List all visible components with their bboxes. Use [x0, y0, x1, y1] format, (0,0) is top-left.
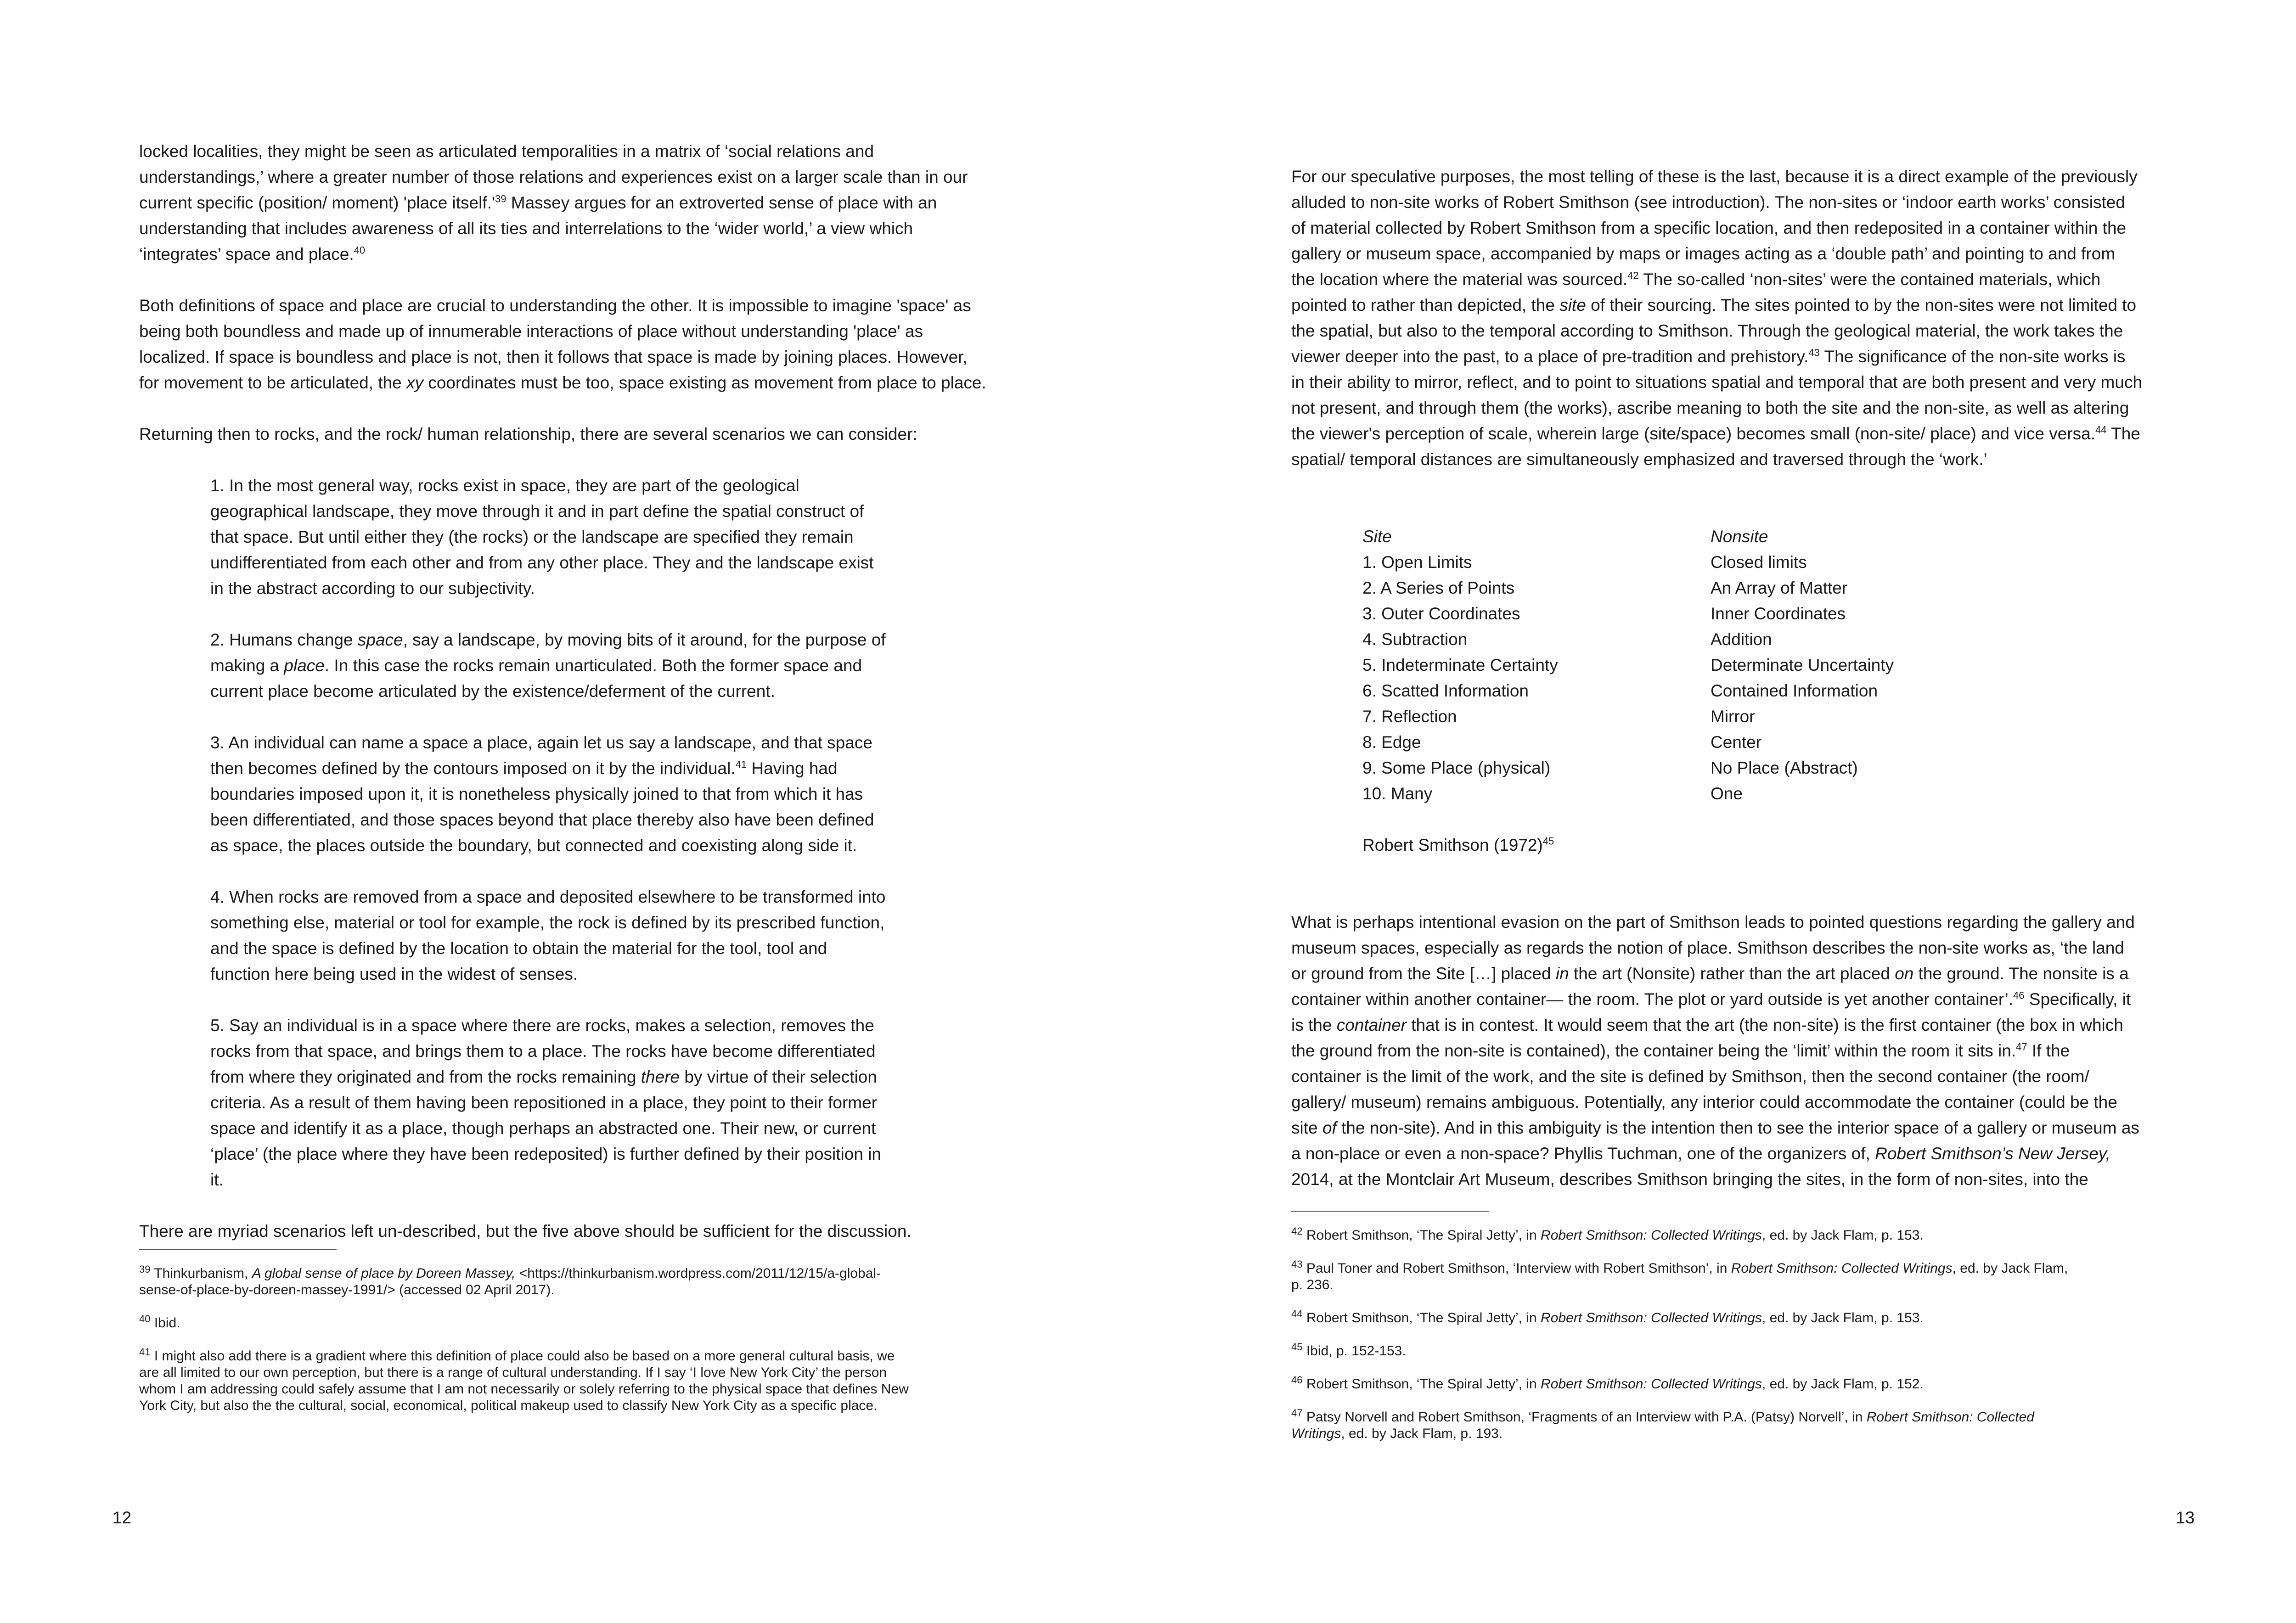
table-row: 7. Reflection Mirror — [1362, 707, 1755, 726]
right-body — [1291, 164, 2173, 1442]
footnote-ref: 41 — [735, 758, 747, 770]
footnote-ref: 43 — [1808, 347, 1820, 359]
page-number: 13 — [2176, 1508, 2195, 1527]
table-row: 4. Subtraction Addition — [1362, 630, 1772, 649]
footnote-ref: 40 — [354, 244, 366, 256]
scenarios-list — [210, 473, 913, 1193]
table-row: 5. Indeterminate Certainty Determinate Uncertainty — [1362, 656, 1894, 674]
footnote-39: $^{39}$ Thinkurbanism, A global sense of place by Doreen Massey, <https://thinkurbanism.wordpress.com/2011/12/15/a-global- — [139, 1264, 881, 1281]
table-attribution: Robert Smithson $(1972)^{45}$ — [1362, 835, 1554, 854]
footnote-44: $^{44}$ Robert Smithson, ‘The Spiral Jetty’, in Robert Smithson: Collected Writings, ed. by Jack Flam, p. 153. — [1291, 1308, 1924, 1325]
scenario-3: 3. An individual can name a space a place, again let us say a landscape, and that space then becomes defined by the contours imposed on it by the individual.$^{41}$ Having had boundaries imposed upon it, it is nonetheless physically joined to that from which it has been differentiated, and those spaces beyond that place thereby also have been defined as space, the places outside the boundary, but connected and coexisting along side it. — [210, 733, 874, 855]
table-row: 2. A Series of Points An Array of Matter — [1362, 578, 1848, 597]
right-page — [1148, 0, 2296, 1623]
text-line: localized. If space is boundless and place is not, then it follows that space is made by joining places. However, — [139, 348, 968, 366]
scenario-2: 2. Humans change space, say a landscape, by moving bits of it around, for the purpose of making a place. In this case the rocks remain unarticulated. Both the former space and current place become articulated by the existence/deferment of the current. — [210, 630, 886, 701]
table-header — [1362, 524, 2173, 550]
table-row: 8. Edge Center — [1362, 733, 1762, 752]
table-row: 1. Open Limits Closed limits — [1362, 553, 1807, 572]
page-number: 12 — [113, 1508, 132, 1527]
column-header-site: Site — [1362, 527, 1392, 546]
scenario-5: 5. Say an individual is in a space where there are rocks, makes a selection, removes the rocks from that space, and brings them to a place. The rocks have become differentiated from where they originated and from the rocks remaining there by virtue of their selection criteria. As a result of them having been repositioned in a place, they point to their former space and identify it as a place, though perhaps an abstracted one. Their new, or current ‘place’ (the place where they have been redeposited) is further defined by their position in it. — [210, 1016, 882, 1189]
footnote-46: $^{46}$ Robert Smithson, ‘The Spiral Jetty’, in Robert Smithson: Collected Writings, ed. by Jack Flam, p. 152. — [1291, 1374, 1924, 1392]
definitions-paragraph — [139, 293, 1035, 396]
text-line: being both boundless and made up of innumerable interactions of place without understanding 'place' as — [139, 322, 923, 341]
site-nonsite-table — [1362, 524, 2173, 858]
text-line: locked localities, they might be seen as articulated temporalities in a matrix of ‘social relations and — [139, 142, 874, 161]
footnote-41: $^{41}$ I might also add there is a gradient where this definition of place could also be based on a more general cultural basis, we — [139, 1346, 895, 1364]
footnote-40: $^{40}$ Ibid. — [139, 1313, 180, 1331]
table-row: 3. Outer Coordinates Inner Coordinates — [1362, 604, 1846, 623]
text-line: current specific (position/ moment) 'place $itself.'^{39}$ Massey argues for an extroverted sense of place with an — [139, 193, 937, 212]
scenario-4: 4. When rocks are removed from a space and deposited elsewhere to be transformed into something else, material or tool for example, the rock is defined by its prescribed function, and the space is defined by the location to obtain the material for the tool, tool and function here being used in the widest of senses. — [210, 887, 886, 983]
scenario-1: 1. In the most general way, rocks exist in space, they are part of the geological geographical landscape, they move through it and in part define the spatial construct of that space. But until either they (the rocks) or the landscape are specified they remain undifferentiated from each other and from any other place. They and the landscape exist in the abstract according to our subjectivity. — [210, 476, 874, 598]
paragraph-nonsite: For our speculative purposes, the most telling of these is the last, because it is a direct example of the previously alluded to non-site works of Robert Smithson (see introduction). The non-sites or ‘indoor earth works’ consisted of material collected by Robert Smithson from a specific location, and then redeposited in a container within the gallery or museum space, accompanied by maps or images acting as a ‘double path’ and pointing to and from the location where the material was sourced.$^{42}$ The so-called ‘non-sites’ were the contained materials, which pointed to rather than depicted, the site of their sourcing. The sites pointed to by the non-sites were not limited to the spatial, but also to the temporal according to Smithson. Through the geological material, the work takes the viewer deeper into the past, to a place of pre-tradition and prehistory.$^{43}$ The significance of the non-site works is in their ability to mirror, reflect, and to point to situations spatial and temporal that are both present and very much not present, and through them (the works), ascribe meaning to both the site and the non-site, as well as altering the viewer's perception of scale, wherein large (site/space) becomes small (non-site/ place) and vice versa.$^{44}$ The spatial/ temporal distances are simultaneously emphasized and traversed through the ‘work.’ — [1291, 167, 2143, 469]
text-line: Both definitions of space and place are crucial to understanding the other. It is impossible to imagine 'space' as — [139, 296, 971, 315]
footnote-divider — [139, 1249, 337, 1250]
closing-line: There are myriad scenarios left un-described, but the five above should be sufficient for the discussion. — [139, 1222, 912, 1241]
table-row: 9. Some Place (physical) No Place (Abstract) — [1362, 758, 1858, 777]
footnote-ref: 44 — [2095, 424, 2107, 436]
column-header-nonsite: Nonsite — [1711, 527, 1768, 546]
left-body — [139, 139, 1035, 1414]
paragraph-gallery: What is perhaps intentional evasion on the part of Smithson leads to pointed questions regarding the gallery and museum spaces, especially as regards the notion of place. Smithson describes the non-site works as, ‘the land or ground from the Site […] placed in the art (Nonsite) rather than the art placed on the ground. The nonsite is a container within another container— the room. The plot or yard outside is yet another container’.$^{46}$ Specifically, it is the container that is in contest. It would seem that the art (the non-site) is the first container (the box in which the ground from the non-site is contained), the container being the ‘limit’ within the room it sits in.$^{47}$ If the container is the limit of the work, and the site is defined by Smithson, then the second container (the room/ gallery/ museum) remains ambiguous. Potentially, any interior could accommodate the container (could be the site of the non-site). And in this ambiguity is the intention then to see the interior space of a gallery or museum as a non-place or even a non-space? Phyllis Tuchman, one of the organizers of, Robert Smithson’s New Jersey, 2014, at the Montclair Art Museum, describes Smithson bringing the sites, in the form of non-sites, into the — [1291, 913, 2139, 1189]
footnotes: $^{42}$ Robert Smithson, ‘The Spiral Jetty’, in Robert Smithson: Collected Writings, ed. by Jack Flam, p. 153. $^{43}$ Paul Toner and Robert Smithson, ‘Interview with Robert Smithson’, in Robert Smithson: Collected Writings, ed. by Jack Flam, p. 236. $^{44}$ Robert Smithson, ‘The Spiral Jetty’, in Robert Smithson: Collected Writings, ed. by Jack Flam, p. 153. $^{45}$ Ibid, p. 152-153. $^{46}$ Robert Smithson, ‘The Spiral Jetty’, in Robert Smithson: Collected Writings, ed. by Jack Flam, p. 152. $^{47}$ Patsy Norvell and Robert Smithson, ‘Fragments of an Interview with P.A. (Patsy) Norvell’, in Robert Smithson: Collected Writings, ed. by Jack Flam, p. 193. — [1291, 1227, 2173, 1442]
footnote-ref: 39 — [495, 193, 506, 205]
footnote-47: $^{47}$ Patsy Norvell and Robert Smithson, ‘Fragments of an Interview with P.A. (Patsy) Norvell’, in Robert Smithson: Collected — [1291, 1407, 2034, 1425]
footnote-ref: 45 — [1542, 835, 1554, 847]
footnote-ref: 46 — [2013, 989, 2025, 1001]
footnote-43: $^{43}$ Paul Toner and Robert Smithson, ‘Interview with Robert Smithson’, in Robert Smithson: Collected Writings, ed. by Jack Flam, — [1291, 1258, 2068, 1276]
footnote-divider — [1291, 1211, 1489, 1212]
returning-line: Returning then to rocks, and the rock/ human relationship, there are several scenarios we can consider: — [139, 425, 917, 444]
footnotes: $^{39}$ Thinkurbanism, A global sense of place by Doreen Massey, <https://thinkurbanism.wordpress.com/2011/12/15/a-global- sense-of-place-by-doreen-massey-1991/> (accessed 02 April 2017). $^{40}$ Ibid. $^{41}$ I might also add there is a gradient where this definition of place could also be based on a more general cultural basis, we are all limited to our own perception, but there is a range of cultural understanding. If I say ‘I love New York City’ the person whom I am addressing could safely assume that I am not necessarily or solely referring to the physical space that defines New York City, but also the the cultural, social, economical, political makeup used to classify New York City as a specific place. — [139, 1265, 1035, 1414]
text-line: for movement to be articulated, the xy coordinates must be too, space existing as movement from place to place. — [139, 373, 986, 392]
footnote-ref: 47 — [2016, 1041, 2027, 1053]
table-row: 10. Many One — [1362, 784, 1743, 803]
footnote-42: $^{42}$ Robert Smithson, ‘The Spiral Jetty’, in Robert Smithson: Collected Writings, ed. by Jack Flam, p. 153. — [1291, 1225, 1924, 1243]
table-row: 6. Scatted Information Contained Information — [1362, 681, 1878, 700]
footnote-45: $^{45}$ Ibid, p. 152-153. — [1291, 1341, 1406, 1359]
footnote-ref: 42 — [1627, 270, 1639, 281]
intro-paragraph — [139, 139, 1035, 267]
text-line: understanding that includes awareness of all its ties and interrelations to the ‘wider world,’ a view which — [139, 219, 913, 238]
text-line: ‘integrates’ space and place.$^{40}$ — [139, 244, 366, 264]
text-line: understandings,’ where a greater number of those relations and experiences exist on a larger scale than in our — [139, 168, 968, 186]
